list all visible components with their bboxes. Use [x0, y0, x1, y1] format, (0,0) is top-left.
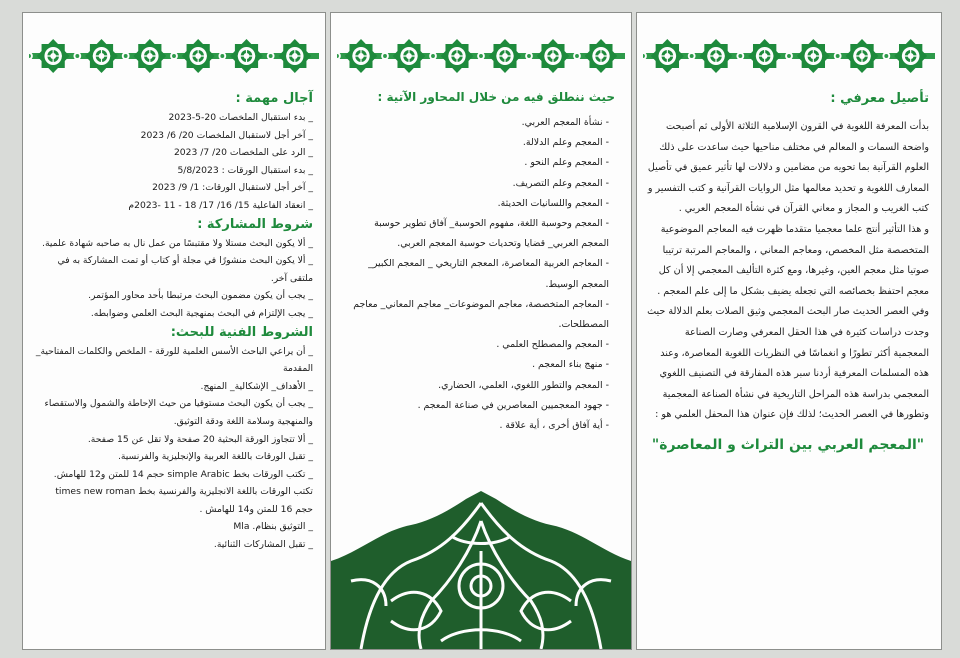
- list-item: - المعجم واللسانيات الحديثة.: [497, 197, 609, 209]
- list-item: - نشأة المعجم العربي.: [521, 117, 609, 128]
- left-column: [35, 89, 313, 554]
- brochure-panel-right: [636, 12, 942, 650]
- section-heading: شروط المشاركة :: [197, 216, 313, 232]
- list-item: _ بدء استقبال الورقات : 5/8/2023: [177, 164, 313, 176]
- conference-title: "المعجم العربي بين التراث و المعاصرة": [651, 436, 925, 453]
- list-item: - المعجم وعلم النحو .: [524, 157, 609, 169]
- list-item: - المعاجم المتخصصة، معاجم الموضوعات_ معاجم المعاني_ معاجم المصطلحات.: [353, 298, 609, 331]
- dates-list: [35, 109, 313, 215]
- arabesque-ornament: [331, 491, 631, 649]
- list-item: _ تقبل الورقات باللغة العربية والإنجليزية والفرنسية.: [117, 451, 313, 463]
- list-item: _ يجب أن يكون مضمون البحث مرتبطا بأحد محاور المؤتمر.: [88, 290, 313, 302]
- arabesque-border-band: [29, 35, 319, 77]
- section-heading: تأصيل معرفي :: [830, 91, 929, 106]
- list-item: _ انعقاد الفاعلية 15/ 16/ 17/ 18 - 11 -2023م: [128, 199, 313, 211]
- right-column: [647, 89, 929, 470]
- arabesque-border-band: [337, 35, 625, 77]
- section-heading: حيث ننطلق فيه من خلال المحاور الآتية :: [377, 90, 615, 104]
- list-item: _ آخر أجل لاستقبال الملخصات 20/ 6/ 2023: [140, 129, 313, 141]
- section-heading: آجال مهمة :: [235, 91, 313, 106]
- list-item: _ ألا يكون البحث مستلا ولا مقتبسًا من عمل نال به صاحبه شهادة علمية.: [42, 237, 313, 249]
- arabesque-border-band: [643, 35, 935, 77]
- list-item: _ ألا يكون البحث منشورًا في مجلة أو كتاب أو تمت المشاركة به في ملتقى آخر.: [57, 255, 313, 284]
- brochure-panel-middle: [330, 12, 632, 650]
- list-item: _ أن يراعي الباحث الأسس العلمية للورقة - الملخص والكلمات المفتاحية_ المقدمة: [35, 345, 313, 375]
- paragraph: وفي العصر الحديث صار البحث المعجمي وثيق الصلات بعلم الدلالة حيث وجدت دراسات كثيرة في هذا الحقل المعرفي وصارت الصناعة المعجمية أكثر تطورًا و انغماسًا في النظريات اللغوية المعاصرة، وعند هذه المسلمات المعرفية أردنا سبر هذه المفارقة في التصنيف اللغوي المعجمي بدراسة هذه المراحل التاريخية في نشأة الصناعة المعجمية وتطورها في العصر الحديث؛ لذلك فإن عنوان هذا المحفل العلمي هو :: [647, 306, 929, 421]
- list-item: - منهج بناء المعجم .: [532, 359, 609, 371]
- conditions-list: [35, 235, 313, 323]
- list-item: والمنهجية وسلامة اللغة ودقة التوثيق.: [173, 415, 313, 427]
- list-item: _ تكتب الورقات بخط simple Arabic حجم 14 للمتن و12 للهامش.: [53, 468, 313, 480]
- list-item: - المعجم وعلم الدلالة.: [522, 137, 609, 149]
- list-item: _ ألا تتجاوز الورقة البحثية 20 صفحة ولا تقل عن 15 صفحة.: [87, 433, 313, 445]
- list-item: - المعجم والتطور اللغوي، العلمي، الحضاري.: [438, 379, 609, 391]
- list-item: _ تقبل المشاركات الثنائية.: [213, 539, 313, 551]
- list-item: _ بدء استقبال الملخصات 20-5-2023: [168, 112, 313, 123]
- list-item: تكتب الورقات باللغة الانجليزية والفرنسية بخط times new roman حجم 16 للمتن و14 للهامش .: [55, 486, 313, 515]
- list-item: - المعجم والمصطلح العلمي .: [496, 339, 609, 351]
- section-heading: الشروط الفنية للبحث:: [170, 324, 313, 340]
- list-item: - أية آفاق أخرى ، أية علاقة .: [499, 420, 609, 432]
- list-item: - المعاجم العربية المعاصرة، المعجم التاريخي _ المعجم الكبير_ المعجم الوسيط.: [368, 258, 609, 290]
- list-item: _ آخر أجل لاستقبال الورقات: 1/ 9/ 2023: [152, 182, 313, 194]
- paragraph: و هذا التأثير أنتج علما معجميا متقدما ظهرت فيه المعاجم الموضوعية المتخصصة مثل المخصص، ومعاجم المعاني ، والمعاجم المرتبة ترتيبا صوتيا مثل معجم العين، وغيرها، ومع كثرة التأليف المعجمي إلا أن كل معجم احتفظ بخصائصه التي تجعله يضيف بشكل ما إلى علم المعجم .: [657, 223, 929, 297]
- list-item: - المعجم وعلم التصريف.: [512, 177, 609, 189]
- axes-list: [345, 113, 615, 436]
- middle-column: [345, 87, 615, 436]
- paragraph: بدأت المعرفة اللغوية في القرون الإسلامية الثلاثة الأولى ثم أصبحت واضحة السمات و المعالم في مختلف مناحيها حيث ساعدت على ذلك العلوم القرآنية بما تحويه من مضامين و دلالات لها تأثير عميق في تأصيل المعارف اللغوية و تحديد معالمها مثل الروايات القرآنية و كتب التفسير و كتب الغريب و المجاز و معاني القرآن في نشأة المعجم العربي .: [647, 121, 929, 215]
- brochure-panel-left: [22, 12, 326, 650]
- list-item: _ التوثيق بنظام. Mla: [233, 521, 313, 533]
- list-item: _ يجب الإلتزام في البحث بمنهجية البحث العلمي وضوابطه.: [90, 307, 313, 319]
- list-item: _ يجب أن يكون البحث مستوفيا من حيث الإحاطة والشمول والاستقصاء: [44, 398, 313, 410]
- list-item: _ الأهداف_ الإشكالية_ المنهج.: [200, 380, 313, 392]
- list-item: - جهود المعجميين المعاصرين في صناعة المعجم .: [417, 399, 609, 411]
- list-item: _ الرد على الملخصات 20/ 7/ 2023: [173, 147, 313, 159]
- technical-list: [35, 343, 313, 554]
- list-item: - المعجم وحوسبة اللغة، مفهوم الحوسبة_ آفاق تطوير حوسبة المعجم العربي_ قضايا وتحديات حوسبة المعجم العربي.: [374, 218, 609, 250]
